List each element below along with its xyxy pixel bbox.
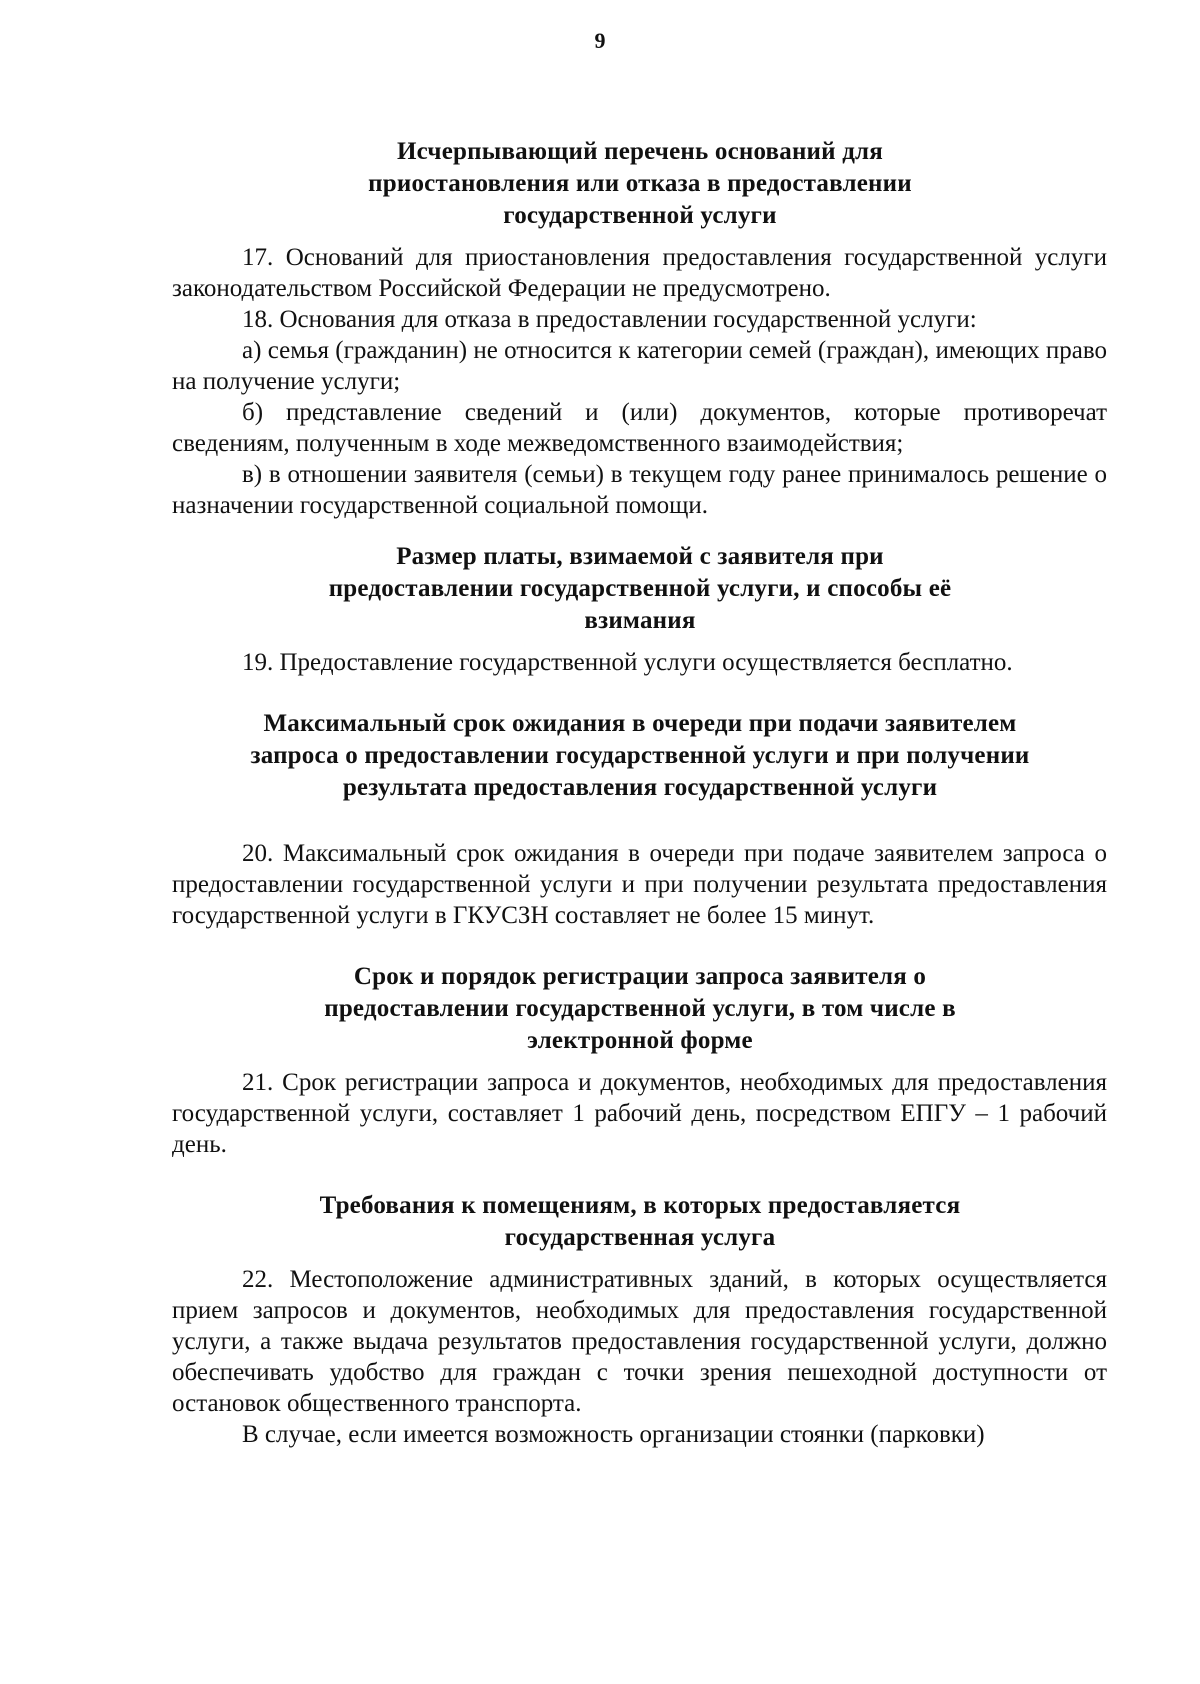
paragraph-18a: а) семья (гражданин) не относится к категории семей (граждан), имеющих право на получение услуги; bbox=[172, 337, 1107, 395]
paragraph-17: 17. Оснований для приостановления предоставления государственной услуги законодательством Российской Федерации не предусмотрено. bbox=[172, 244, 1107, 302]
paragraph-22-parking: В случае, если имеется возможность организации стоянки (парковки) bbox=[242, 1421, 985, 1448]
section-heading-premises: Требования к помещениям, в которых предоставляется государственная услуга bbox=[319, 1192, 961, 1251]
paragraph-21: 21. Срок регистрации запроса и документов, необходимых для предоставления государственной услуги, составляет 1 рабочий день, посредством ЕПГУ – 1 рабочий день. bbox=[172, 1069, 1107, 1158]
paragraph-18: 18. Основания для отказа в предоставлении государственной услуги: bbox=[242, 306, 977, 333]
paragraph-20: 20. Максимальный срок ожидания в очереди при подаче заявителем запроса о предоставлении государственной услуги и при получении результата предоставления государственной услуги в ГКУСЗН составляет не более 15 минут. bbox=[172, 840, 1107, 929]
section-heading-waiting-time: Максимальный срок ожидания в очереди при подачи заявителем запроса о предоставлении государственной услуги и при получении результата предоставления государственной услуги bbox=[250, 710, 1030, 801]
section-heading-suspension-refusal: Исчерпывающий перечень оснований для приостановления или отказа в предоставлении государственной услуги bbox=[368, 138, 912, 229]
paragraph-19: 19. Предоставление государственной услуги осуществляется бесплатно. bbox=[242, 649, 1013, 676]
document-body bbox=[172, 136, 1107, 1450]
section-heading-registration: Срок и порядок регистрации запроса заявителя о предоставлении государственной услуги, в том числе в электронной форме bbox=[324, 963, 956, 1054]
section-heading-fee: Размер платы, взимаемой с заявителя при предоставлении государственной услуги, и способы её взимания bbox=[328, 543, 952, 634]
page-number: 9 bbox=[594, 28, 606, 53]
paragraph-18c: в) в отношении заявителя (семьи) в текущем году ранее принималось решение о назначении государственной социальной помощи. bbox=[172, 461, 1107, 519]
paragraph-18b: б) представление сведений и (или) документов, которые противоречат сведениям, полученным в ходе межведомственного взаимодействия; bbox=[172, 399, 1107, 457]
paragraph-22: 22. Местоположение административных зданий, в которых осуществляется прием запросов и документов, необходимых для предоставления государственной услуги, а также выдача результатов предоставления государственной услуги, должно обеспечивать удобство для граждан с точки зрения пешеходной доступности от остановок общественного транспорта. bbox=[172, 1266, 1107, 1417]
